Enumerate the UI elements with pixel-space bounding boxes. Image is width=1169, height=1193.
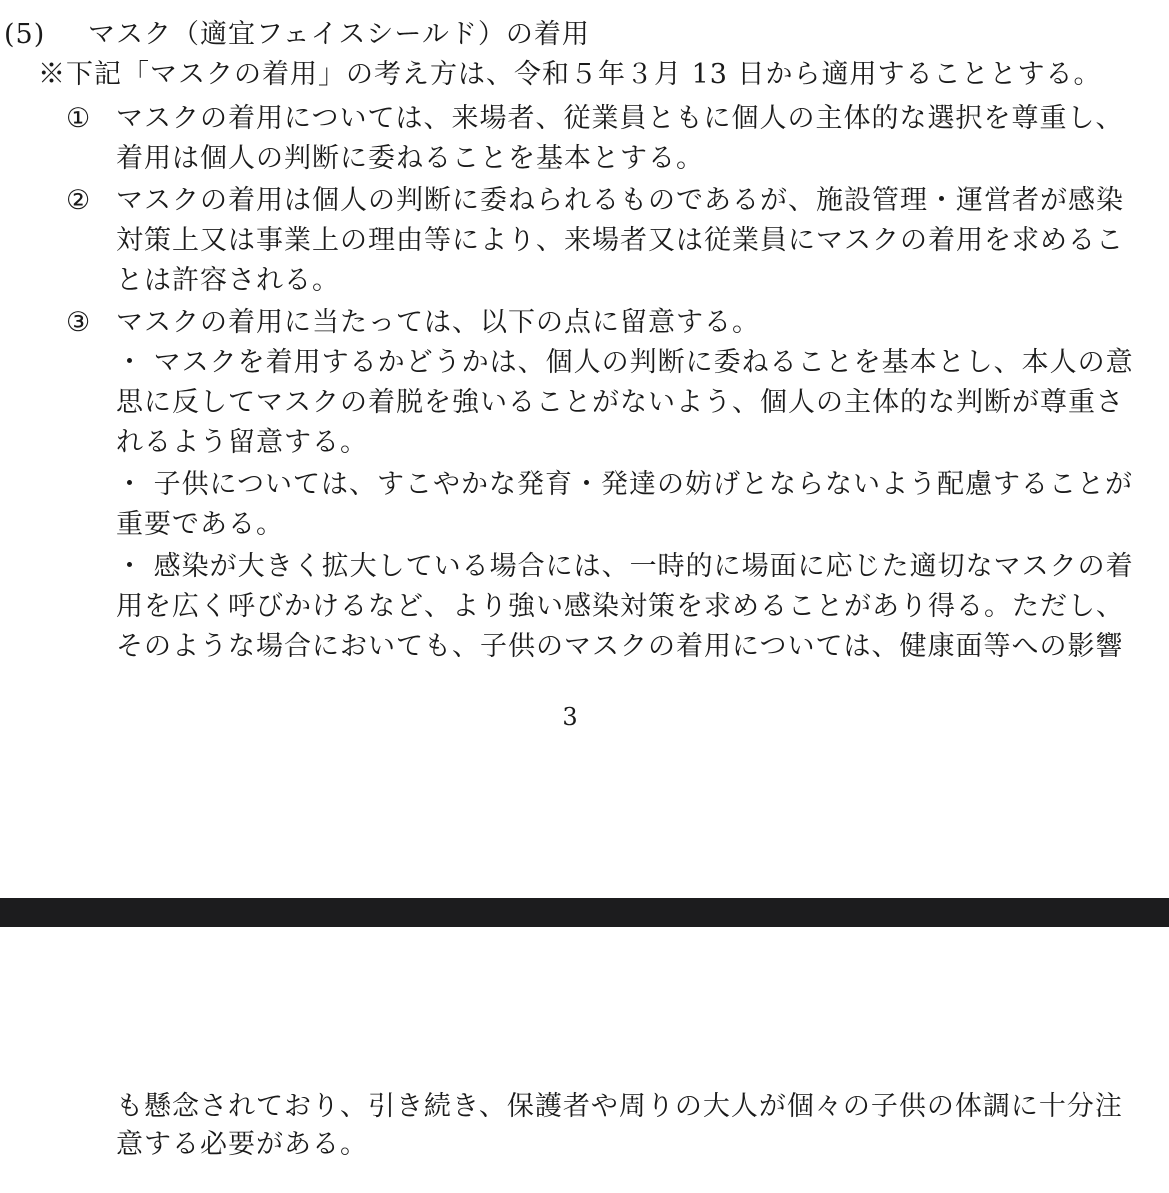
continuation-line-2: 意する必要がある。 bbox=[116, 1129, 368, 1160]
item-marker-1: ① bbox=[66, 103, 92, 134]
bullet-2-line-1: ・ 子供については、すこやかな発育・発達の妨げとならないよう配慮することが bbox=[116, 469, 1134, 500]
bullet-1-line-1: ・ マスクを着用するかどうかは、個人の判断に委ねることを基本とし、本人の意 bbox=[116, 347, 1134, 378]
item-2-line-1: マスクの着用は個人の判断に委ねられるものであるが、施設管理・運営者が感染 bbox=[116, 185, 1124, 216]
bullet-3-line-2: 用を広く呼びかけるなど、より強い感染対策を求めることがあり得る。ただし、 bbox=[116, 591, 1124, 622]
page-number: 3 bbox=[562, 703, 578, 731]
section-number: (5) bbox=[4, 19, 46, 50]
section-heading: マスク（適宜フェイスシールド）の着用 bbox=[88, 19, 590, 50]
item-2-line-2: 対策上又は事業上の理由等により、来場者又は従業員にマスクの着用を求めるこ bbox=[116, 225, 1124, 256]
bullet-1-line-3: れるよう留意する。 bbox=[116, 427, 368, 458]
bullet-3-line-1: ・ 感染が大きく拡大している場合には、一時的に場面に応じた適切なマスクの着 bbox=[116, 551, 1134, 582]
item-2-line-3: とは許容される。 bbox=[116, 265, 340, 296]
item-1-line-2: 着用は個人の判断に委ねることを基本とする。 bbox=[116, 143, 704, 174]
bullet-2-line-2: 重要である。 bbox=[116, 509, 284, 540]
bullet-3-line-3: そのような場合においても、子供のマスクの着用については、健康面等への影響 bbox=[116, 631, 1124, 662]
application-note: ※下記「マスクの着用」の考え方は、令和５年３月 13 日から適用することとする。 bbox=[38, 59, 1102, 90]
page-divider bbox=[0, 898, 1169, 927]
item-1-line-1: マスクの着用については、来場者、従業員ともに個人の主体的な選択を尊重し、 bbox=[116, 103, 1124, 134]
continuation-line-1: も懸念されており、引き続き、保護者や周りの大人が個々の子供の体調に十分注 bbox=[116, 1091, 1123, 1122]
bullet-1-line-2: 思に反してマスクの着脱を強いることがないよう、個人の主体的な判断が尊重さ bbox=[116, 387, 1124, 418]
item-marker-2: ② bbox=[66, 185, 92, 216]
item-3-line-1: マスクの着用に当たっては、以下の点に留意する。 bbox=[116, 307, 760, 338]
item-marker-3: ③ bbox=[66, 307, 92, 338]
